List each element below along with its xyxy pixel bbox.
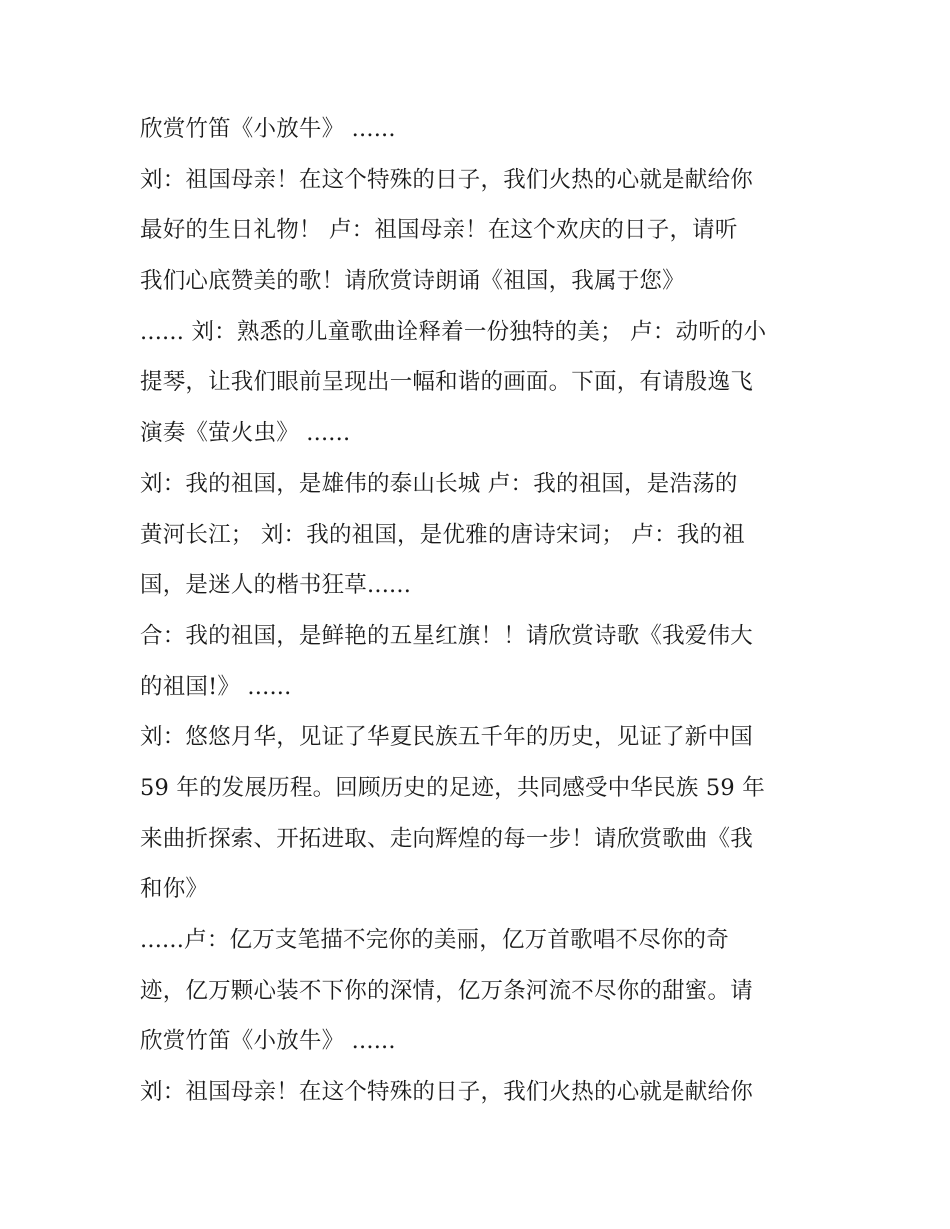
text-line: 的祖国!》 ......	[140, 673, 292, 700]
text-line: ...... 刘：熟悉的儿童歌曲诠释着一份独特的美； 卢：动听的小	[140, 318, 767, 345]
text-line: 刘：我的祖国，是雄伟的泰山长城 卢：我的祖国，是浩荡的	[140, 470, 738, 497]
text-line: 欣赏竹笛《小放牛》 ......	[140, 1028, 396, 1055]
text-line: 国，是迷人的楷书狂草......	[140, 572, 412, 599]
text-line: 合：我的祖国，是鲜艳的五星红旗！！请欣赏诗歌《我爱伟大	[140, 622, 753, 649]
text-line: 刘：祖国母亲！在这个特殊的日子，我们火热的心就是献给你	[140, 1079, 753, 1106]
text-line: 和你》	[140, 876, 209, 903]
document-body	[140, 104, 830, 1118]
text-line: 演奏《萤火虫》 ......	[140, 420, 351, 447]
text-line: ......卢：亿万支笔描不完你的美丽，亿万首歌唱不尽你的奇	[140, 927, 729, 953]
text-line: 提琴，让我们眼前呈现出一幅和谐的画面。下面，有请殷逸飞	[140, 369, 753, 396]
text-line: 最好的生日礼物！ 卢：祖国母亲！在这个欢庆的日子，请听	[140, 217, 738, 244]
text-line: 迹，亿万颗心装不下你的深情，亿万条河流不尽你的甜蜜。请	[140, 977, 753, 1004]
text-line: 刘：祖国母亲！在这个特殊的日子，我们火热的心就是献给你	[140, 166, 753, 193]
text-line: 欣赏竹笛《小放牛》 ......	[140, 116, 396, 142]
text-line: 黄河长江； 刘：我的祖国，是优雅的唐诗宋词； 卢：我的祖	[140, 521, 745, 548]
text-line: 我们心底赞美的歌！请欣赏诗朗诵《祖国，我属于您》	[140, 268, 685, 295]
text-line: 59 年的发展历程。回顾历史的足迹，共同感受中华民族 59 年	[140, 774, 765, 801]
text-line: 来曲折探索、开拓进取、走向辉煌的每一步！请欣赏歌曲《我	[140, 825, 753, 852]
text-line: 刘：悠悠月华，见证了华夏民族五千年的历史，见证了新中国	[140, 724, 753, 751]
